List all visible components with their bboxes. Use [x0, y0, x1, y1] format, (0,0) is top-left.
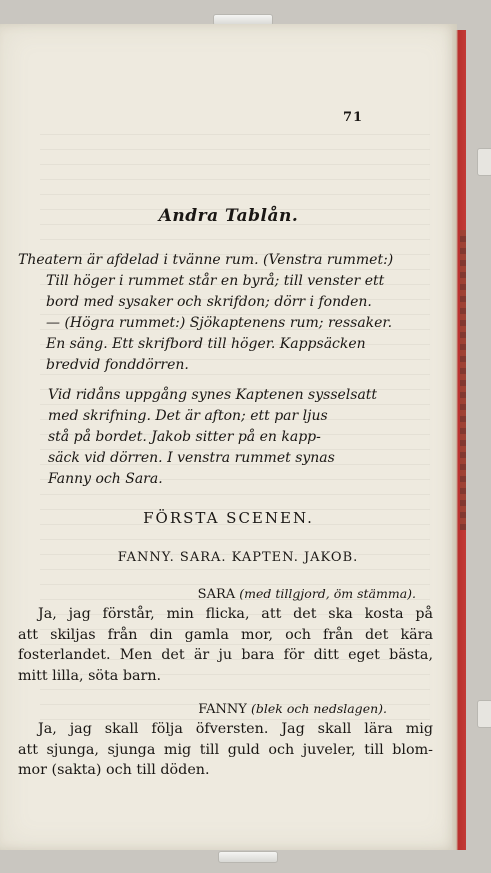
stage-line: bord med sysaker och skrifdon; dörr i fonden.	[46, 294, 372, 310]
stage-line: Till höger i rummet står en byrå; till venster ett	[46, 273, 385, 289]
stage-line: — (Högra rummet:) Sjökaptenens rum; ressaker.	[46, 315, 393, 331]
stage-line: Fanny och Sara.	[48, 471, 163, 487]
book-cover-edge	[452, 30, 466, 850]
speech-line: mitt lilla, söta barn.	[18, 667, 162, 684]
speech-line: att sjunga, sjunga mig till guld och juveler, till blom-	[18, 741, 433, 758]
tableau-heading: Andra Tablån.	[158, 206, 299, 226]
stage-line: Vid ridåns uppgång synes Kaptenen sysselsatt	[48, 387, 378, 403]
page-number: 71	[343, 110, 364, 125]
stage-direction-opening	[48, 385, 433, 490]
speaker-direction: (blek och nedslagen).	[251, 701, 387, 716]
speech-line: att skiljas från din gamla mor, och från det kära	[18, 626, 433, 643]
speech-line: Ja, jag förstår, min flicka, att det ska kosta på	[38, 606, 433, 622]
stage-line: stå på bordet. Jakob sitter på en kapp-	[48, 429, 321, 445]
speaker-heading	[198, 586, 416, 602]
speaker-name: FANNY	[198, 702, 247, 717]
speech-line: mor (sakta) och till döden.	[18, 762, 210, 778]
speech-line: Ja, jag skall följa öfversten. Jag skall lära mig	[38, 721, 433, 737]
stage-line: Theatern är afdelad i tvänne rum. (Venstra rummet:)	[18, 252, 394, 268]
binder-clip-side	[477, 700, 491, 728]
stage-line: med skrifning. Det är afton; ett par ljus	[48, 408, 328, 424]
speaker-heading	[198, 701, 387, 717]
binder-clip-bottom	[218, 851, 278, 863]
stage-line: En säng. Ett skrifbord till höger. Kappsäcken	[46, 336, 366, 352]
book-page	[0, 24, 457, 850]
stage-line: bredvid fonddörren.	[46, 357, 189, 373]
speech-block	[18, 604, 433, 686]
stage-line: säck vid dörren. I venstra rummet synas	[48, 450, 335, 466]
character-list: FANNY. SARA. KAPTEN. JAKOB.	[117, 550, 359, 565]
speaker-name: SARA	[197, 587, 236, 602]
binder-clip-side	[477, 148, 491, 176]
speech-line: fosterlandet. Men det är ju bara för ditt eget bästa,	[18, 647, 433, 663]
speech-block	[18, 719, 433, 781]
stage-direction-setting	[18, 250, 433, 376]
speaker-direction: (med tillgjord, öm stämma).	[239, 586, 416, 601]
scene-title: FÖRSTA SCENEN.	[143, 509, 314, 527]
